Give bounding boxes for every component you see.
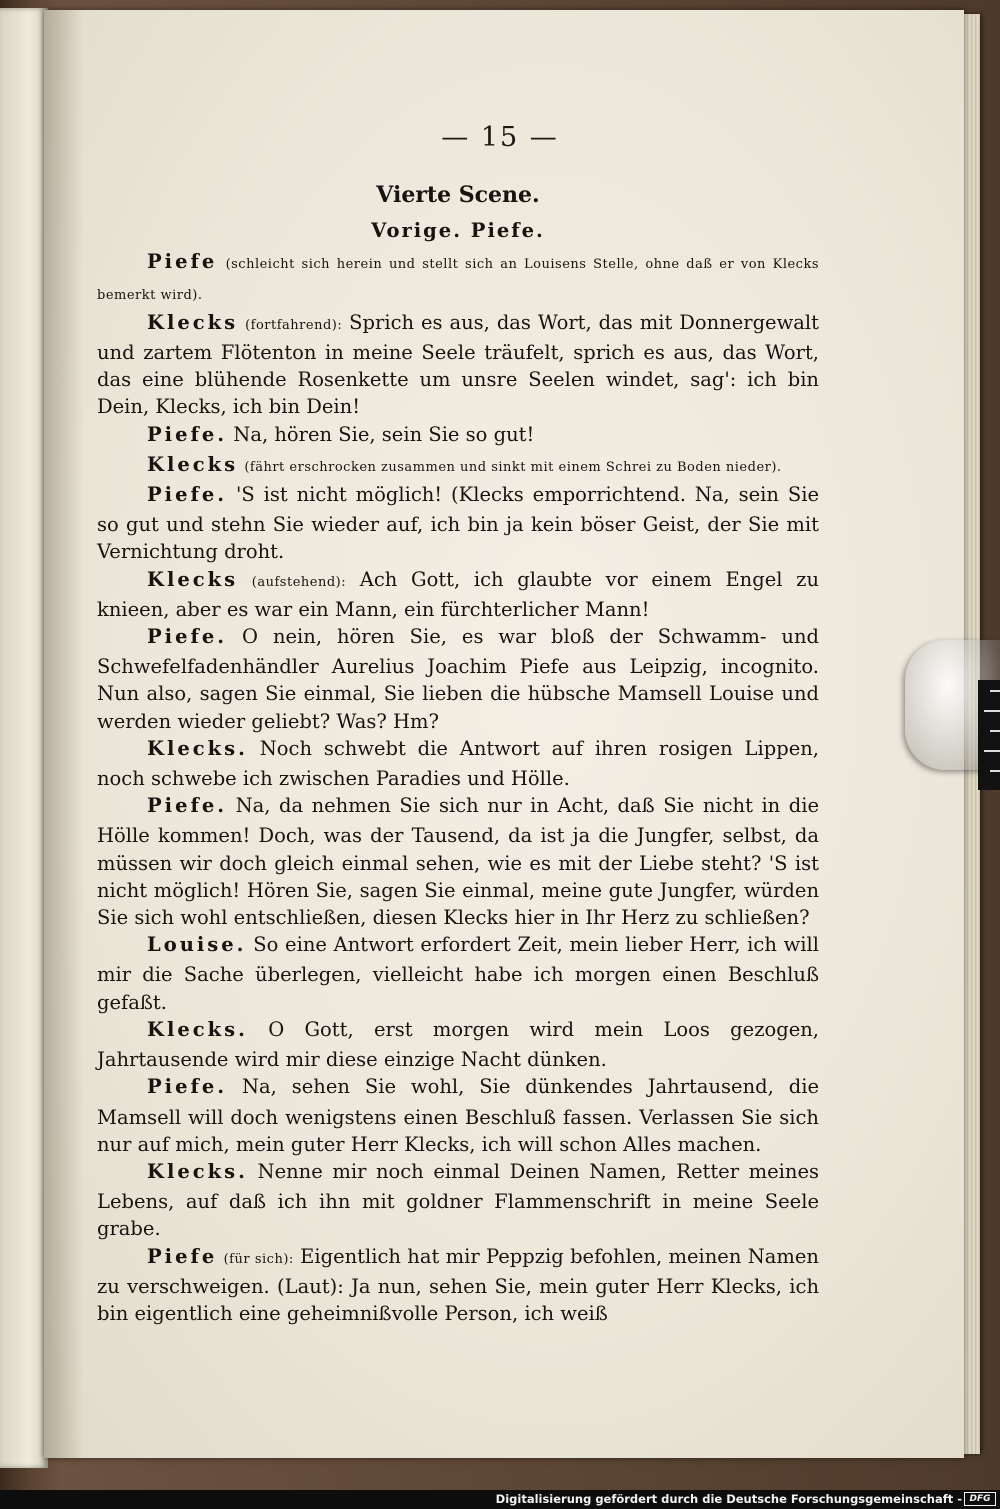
speaker: Klecks. — [147, 736, 248, 760]
paragraph — [97, 309, 819, 421]
paragraph — [97, 481, 819, 566]
speaker: Klecks. — [147, 1017, 248, 1041]
speech: Noch schwebt die Antwort auf ihren rosigen Lippen, noch schwebe ich zwischen Paradies und Hölle. — [97, 736, 819, 791]
paragraph — [97, 566, 819, 623]
speaker: Piefe. — [147, 625, 228, 649]
speaker: Klecks. — [147, 1159, 248, 1183]
stage-direction: (aufstehend): — [251, 574, 347, 590]
speaker: Piefe. — [147, 422, 228, 446]
speaker: Piefe. — [147, 1075, 228, 1099]
speech: Ach Gott, ich glaubte vor einem Engel zu knieen, aber es war ein Mann, ein fürchterlicher Mann! — [97, 567, 819, 621]
paragraph — [97, 1158, 819, 1243]
speaker: Klecks — [147, 567, 239, 591]
stage-direction: (fährt erschrocken zusammen und sinkt mit einem Schrei zu Boden nieder). — [244, 459, 782, 475]
speaker: Piefe. — [147, 794, 228, 818]
paragraph — [97, 623, 819, 735]
speaker: Louise. — [147, 933, 247, 957]
speaker: Piefe. — [147, 483, 228, 507]
speaker: Klecks — [147, 310, 239, 334]
speaker: Klecks — [147, 452, 239, 476]
color-scale-strip — [978, 680, 1000, 790]
footer-bar — [0, 1490, 1000, 1509]
paragraph — [97, 735, 819, 792]
speech: O nein, hören Sie, es war bloß der Schwamm- und Schwefelfadenhändler Aurelius Joachim Piefe aus Leipzig, incognito. Nun also, sagen Sie einmal, Sie lieben die hübsche Mamsell Louise und werden wieder geliebt? Was? Hm? — [97, 625, 819, 733]
paragraph — [97, 451, 819, 481]
speech: Eigentlich hat mir Peppzig befohlen, meinen Namen zu verschweigen. (Laut): Ja nun, sehen Sie, mein guter Herr Klecks, ich bin eigentlich eine geheimnißvolle Person, ich weiß — [97, 1244, 819, 1325]
page-text — [97, 182, 819, 1327]
paragraph — [97, 1243, 819, 1328]
dfg-logo-icon: DFG — [964, 1492, 996, 1506]
cast-line: Vorige. Piefe. — [371, 219, 545, 243]
paragraph — [97, 421, 819, 451]
speech: Sprich es aus, das Wort, das mit Donnergewalt und zartem Flötenton in meine Seele träufelt, sprich es aus, das Wort, das eine blühende Rosenkette um unsre Seelen windet, sag': ich bin Dein, Klecks, ich bin Dein! — [97, 310, 819, 419]
speech: Na, sehen Sie wohl, Sie dünkendes Jahrtausend, die Mamsell will doch wenigstens einen Beschluß fassen. Verlassen Sie sich nur auf mich, mein guter Herr Klecks, ich will schon Alles machen. — [97, 1075, 819, 1156]
stage-direction: (fortfahrend): — [245, 317, 343, 333]
scene-heading: Vierte Scene. — [376, 182, 540, 208]
scale-tick — [984, 710, 1000, 712]
speech: O Gott, erst morgen wird mein Loos gezogen, Jahrtausende wird mir diese einzige Nacht dünken. — [97, 1017, 819, 1072]
paragraph — [97, 248, 819, 308]
scale-tick — [990, 730, 1000, 732]
speech: So eine Antwort erfordert Zeit, mein lieber Herr, ich will mir die Sache überlegen, vielleicht habe ich morgen einen Beschluß gefaßt. — [97, 933, 819, 1014]
paragraph — [97, 1073, 819, 1158]
funding-notice: Digitalisierung gefördert durch die Deutsche Forschungsgemeinschaft - — [495, 1492, 962, 1506]
paragraph — [97, 792, 819, 931]
speech: 'S ist nicht möglich! (Klecks emporrichtend. Na, sein Sie so gut und stehn Sie wieder auf, ich bin ja kein böser Geist, der Sie mit Vernichtung droht. — [97, 483, 819, 564]
speech: Na, da nehmen Sie sich nur in Acht, daß Sie nicht in die Hölle kommen! Doch, was der Tausend, da ist ja die Jungfer, selbst, da müssen wir doch gleich einmal sehen, wie es mit der Liebe steht? 'S ist nicht möglich! Hören Sie, sagen Sie einmal, meine gute Jungfer, würden Sie sich wohl entschließen, diesen Klecks hier in Ihr Herz zu schließen? — [97, 794, 820, 930]
scale-tick — [990, 690, 1000, 692]
speech: Na, hören Sie, sein Sie so gut! — [233, 422, 535, 446]
scale-tick — [990, 770, 1000, 772]
previous-page-edge — [0, 8, 48, 1468]
page-number: — 15 — — [441, 122, 559, 153]
speaker: Piefe — [147, 1244, 218, 1268]
stage-direction: (für sich): — [223, 1251, 294, 1267]
gutter-shadow — [44, 10, 84, 1458]
speech: Nenne mir noch einmal Deinen Namen, Retter meines Lebens, auf daß ich ihn mit goldner Flammenschrift in meine Seele grabe. — [97, 1159, 819, 1241]
speaker: Piefe — [147, 250, 218, 274]
stage-direction: (schleicht sich herein und stellt sich an Louisens Stelle, ohne daß er von Klecks bemerkt wird). — [97, 257, 819, 303]
scale-tick — [984, 750, 1000, 752]
paragraph — [97, 1016, 819, 1073]
paragraph — [97, 931, 819, 1016]
